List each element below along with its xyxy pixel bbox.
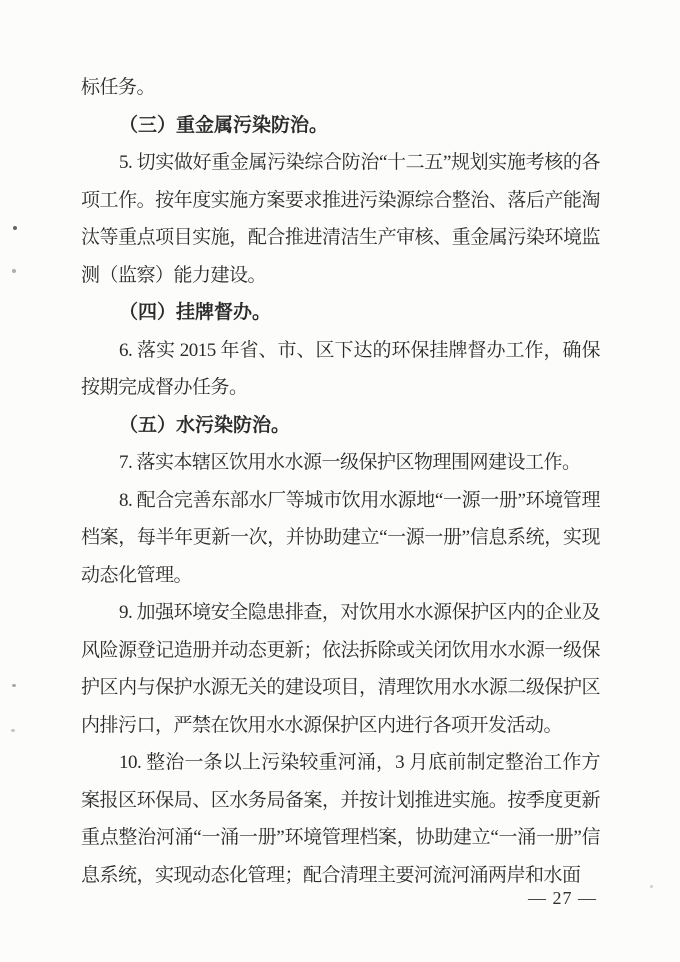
page-number: — 27 — (528, 888, 597, 908)
paragraph-item-5: 5. 切实做好重金属污染综合防治“十二五”规划实施考核的各项工作。按年度实施方案要求推进污染源综合整治、落后产能淘汰等重点项目实施，配合推进清洁生产审核、重金属污染环境监测（监察）能力建设。 (81, 152, 600, 286)
section-heading-3: （三）重金属污染防治。 (119, 114, 329, 136)
scan-speck (650, 885, 653, 888)
section-heading-5: （五）水污染防治。 (119, 414, 291, 436)
paragraph-item-7: 7. 落实本辖区饮用水水源一级保护区物理围网建设工作。 (119, 452, 581, 473)
scan-speck (12, 269, 16, 273)
section-heading-4: （四）挂牌督办。 (119, 302, 272, 323)
document-body (81, 69, 600, 894)
paragraph-item-8: 8. 配合完善东部水厂等城市饮用水源地“一源一册”环境管理档案，每半年更新一次，并协助建立“一源一册”信息系统，实现动态化管理。 (81, 489, 600, 586)
scan-speck (11, 729, 15, 732)
paragraph-item-6: 6. 落实 2015 年省、市、区下达的环保挂牌督办工作，确保按期完成督办任务。 (81, 339, 600, 398)
paragraph-item-9: 9. 加强环境安全隐患排查，对饮用水水源保护区内的企业及风险源登记造册并动态更新；依法拆除或关闭饮用水水源一级保护区内与保护水源无关的建设项目，清理饮用水水源二级保护区内排污口，严禁在饮用水水源保护区内进行各项开发活动。 (81, 602, 600, 736)
paragraph-continuation: 标任务。 (81, 77, 156, 98)
scan-speck (13, 226, 17, 230)
scan-speck (12, 684, 16, 687)
paragraph-item-10: 10. 整治一条以上污染较重河涌，3 月底前制定整治工作方案报区环保局、区水务局备案，并按计划推进实施。按季度更新重点整治河涌“一涌一册”环境管理档案，协助建立“一涌一册”信息系统，实现动态化管理；配合清理主要河流河涌两岸和水面 (81, 752, 600, 886)
